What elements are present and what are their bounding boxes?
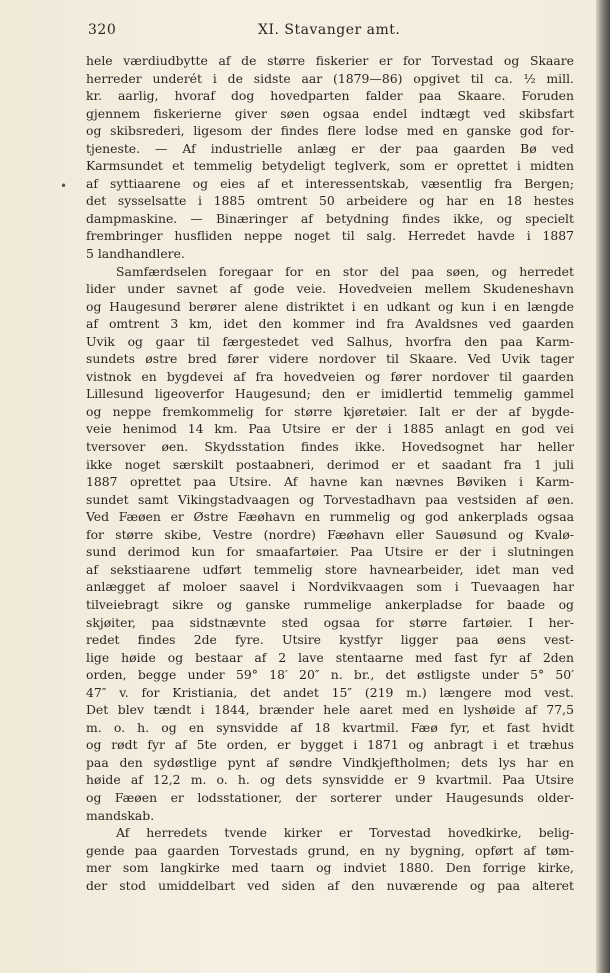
running-title: XI. Stavanger amt. [258,22,401,38]
text-line: vistnok en bygdevei af fra hovedveien og fører nordover til gaarden [86,368,574,384]
text-line: herreder underét i de sidste aar (1879—86) opgivet til ca. ½ mill. [86,70,574,86]
body-text [86,52,574,894]
text-line: tilveiebragt sikre og ganske rummelige ankerpladse for baade og [86,596,574,612]
text-line: 47″ v. for Kristiania, det andet 15″ (219 m.) længere mod vest. [86,684,574,700]
text-line: og Fæøen er lodsstationer, der sorterer under Haugesunds older- [86,789,574,805]
text-line: lige høide og bestaar af 2 lave stentaarne med fast fyr af 2den [86,649,574,665]
text-line: Af herredets tvende kirker er Torvestad hovedkirke, belig- [116,825,574,841]
text-line: gende paa gaarden Torvestads grund, en ny bygning, opført af tøm- [86,842,574,858]
text-line: og rødt fyr af 5te orden, er bygget i 1871 og anbragt i et træhus [86,737,574,753]
text-line: mer som langkirke med taarn og indviet 1880. Den forrige kirke, [86,860,574,876]
text-line: Uvik og gaar til færgestedet ved Salhus, hvorfra den paa Karm- [86,333,574,349]
text-line: redet findes 2de fyre. Utsire kystfyr ligger paa øens vest- [86,632,574,648]
text-line: af omtrent 3 km, idet den kommer ind fra Avaldsnes ved gaarden [86,316,574,332]
page-edge-shadow [596,0,610,973]
text-line: paa den sydøstlige pynt af søndre Vindkjeftholmen; dets lys har en [86,754,574,770]
text-line: og Haugesund berører alene distriktet i en udkant og kun i en længde [86,298,574,314]
text-line: dampmaskine. — Binæringer af betydning findes ikke, og specielt [86,210,574,226]
text-line: hele værdiudbytte af de større fiskerier er for Torvestad og Skaare [86,53,574,68]
text-line: veie henimod 14 km. Paa Utsire er der i 1885 anlagt en god vei [86,421,574,437]
text-line: kr. aarlig, hvoraf dog hovedparten falder paa Skaare. Foruden [86,88,574,104]
text-line: anlægget af moloer saavel i Nordvikvaagen som i Tuevaagen har [86,579,574,595]
text-line: 5 landhandlere. [86,246,185,262]
text-line: sund derimod kun for smaafartøier. Paa Utsire er der i slutningen [86,544,574,560]
page-number: 320 [88,22,117,38]
text-line: lider under savnet af gode veie. Hovedveien mellem Skudeneshavn [86,281,574,297]
text-line: af sekstiaarene udført temmelig store havnearbeider, idet man ved [86,561,574,577]
text-line: frembringer husfliden neppe noget til salg. Herredet havde i 1887 [86,228,574,244]
text-line: sundet samt Vikingstadvaagen og Torvestadhavn paa vestsiden af øen. [86,491,574,507]
text-line: Samfærdselen foregaar for en stor del paa søen, og herredet [116,263,574,279]
text-line: det sysselsatte i 1885 omtrent 50 arbeidere og har en 18 hestes [86,193,574,209]
text-line: sundets østre bred fører videre nordover til Skaare. Ved Uvik tager [86,351,574,367]
text-line: mandskab. [86,807,155,823]
text-line: Lillesund ligeoverfor Haugesund; den er imidlertid temmelig gammel [86,386,574,402]
text-line: og neppe fremkommelig for større kjøretøier. Ialt er der af bygde- [86,403,574,419]
text-line: m. o. h. og en synsvidde af 18 kvartmil. Fæø fyr, et fast hvidt [86,719,574,735]
text-line: Det blev tændt i 1844, brænder hele aaret med en lyshøide af 77,5 [86,702,574,718]
text-line: tversover øen. Skydsstation findes ikke. Hovedsognet har heller [86,439,574,455]
text-line: orden, begge under 59° 18′ 20″ n. br., det østligste under 5° 50′ [86,667,574,683]
text-line: Ved Fæøen er Østre Fæøhavn en rummelig og god ankerplads ogsaa [86,509,574,525]
text-line: af syttiaarene og eies af et interessentskab, væsentlig fra Bergen; [86,175,574,191]
text-line: gjennem fiskerierne giver søen ogsaa endel indtægt ved skibsfart [86,105,574,121]
text-line: der stod umiddelbart ved siden af den nuværende og paa alteret [86,877,574,893]
text-line: tjeneste. — Af industrielle anlæg er der paa gaarden Bø ved [86,140,574,156]
text-line: for større skibe, Vestre (nordre) Fæøhavn eller Sauøsund og Kvalø- [86,526,574,542]
text-line: ikke noget særskilt postaabneri, derimod er et saadant fra 1 juli [86,456,574,472]
text-line: 1887 oprettet paa Utsire. Af havne kan nævnes Bøviken i Karm- [86,474,574,490]
margin-mark: • [60,179,68,193]
text-line: Karmsundet et temmelig betydeligt teglverk, som er oprettet i midten [86,158,574,174]
text-line: skjøiter, paa sidstnævnte sted ogsaa for større fartøier. I her- [86,614,574,630]
text-line: høide af 12,2 m. o. h. og dets synsvidde er 9 kvartmil. Paa Utsire [86,772,574,788]
text-line: og skibsrederi, ligesom der findes flere lodse med en ganske god for- [86,123,574,139]
